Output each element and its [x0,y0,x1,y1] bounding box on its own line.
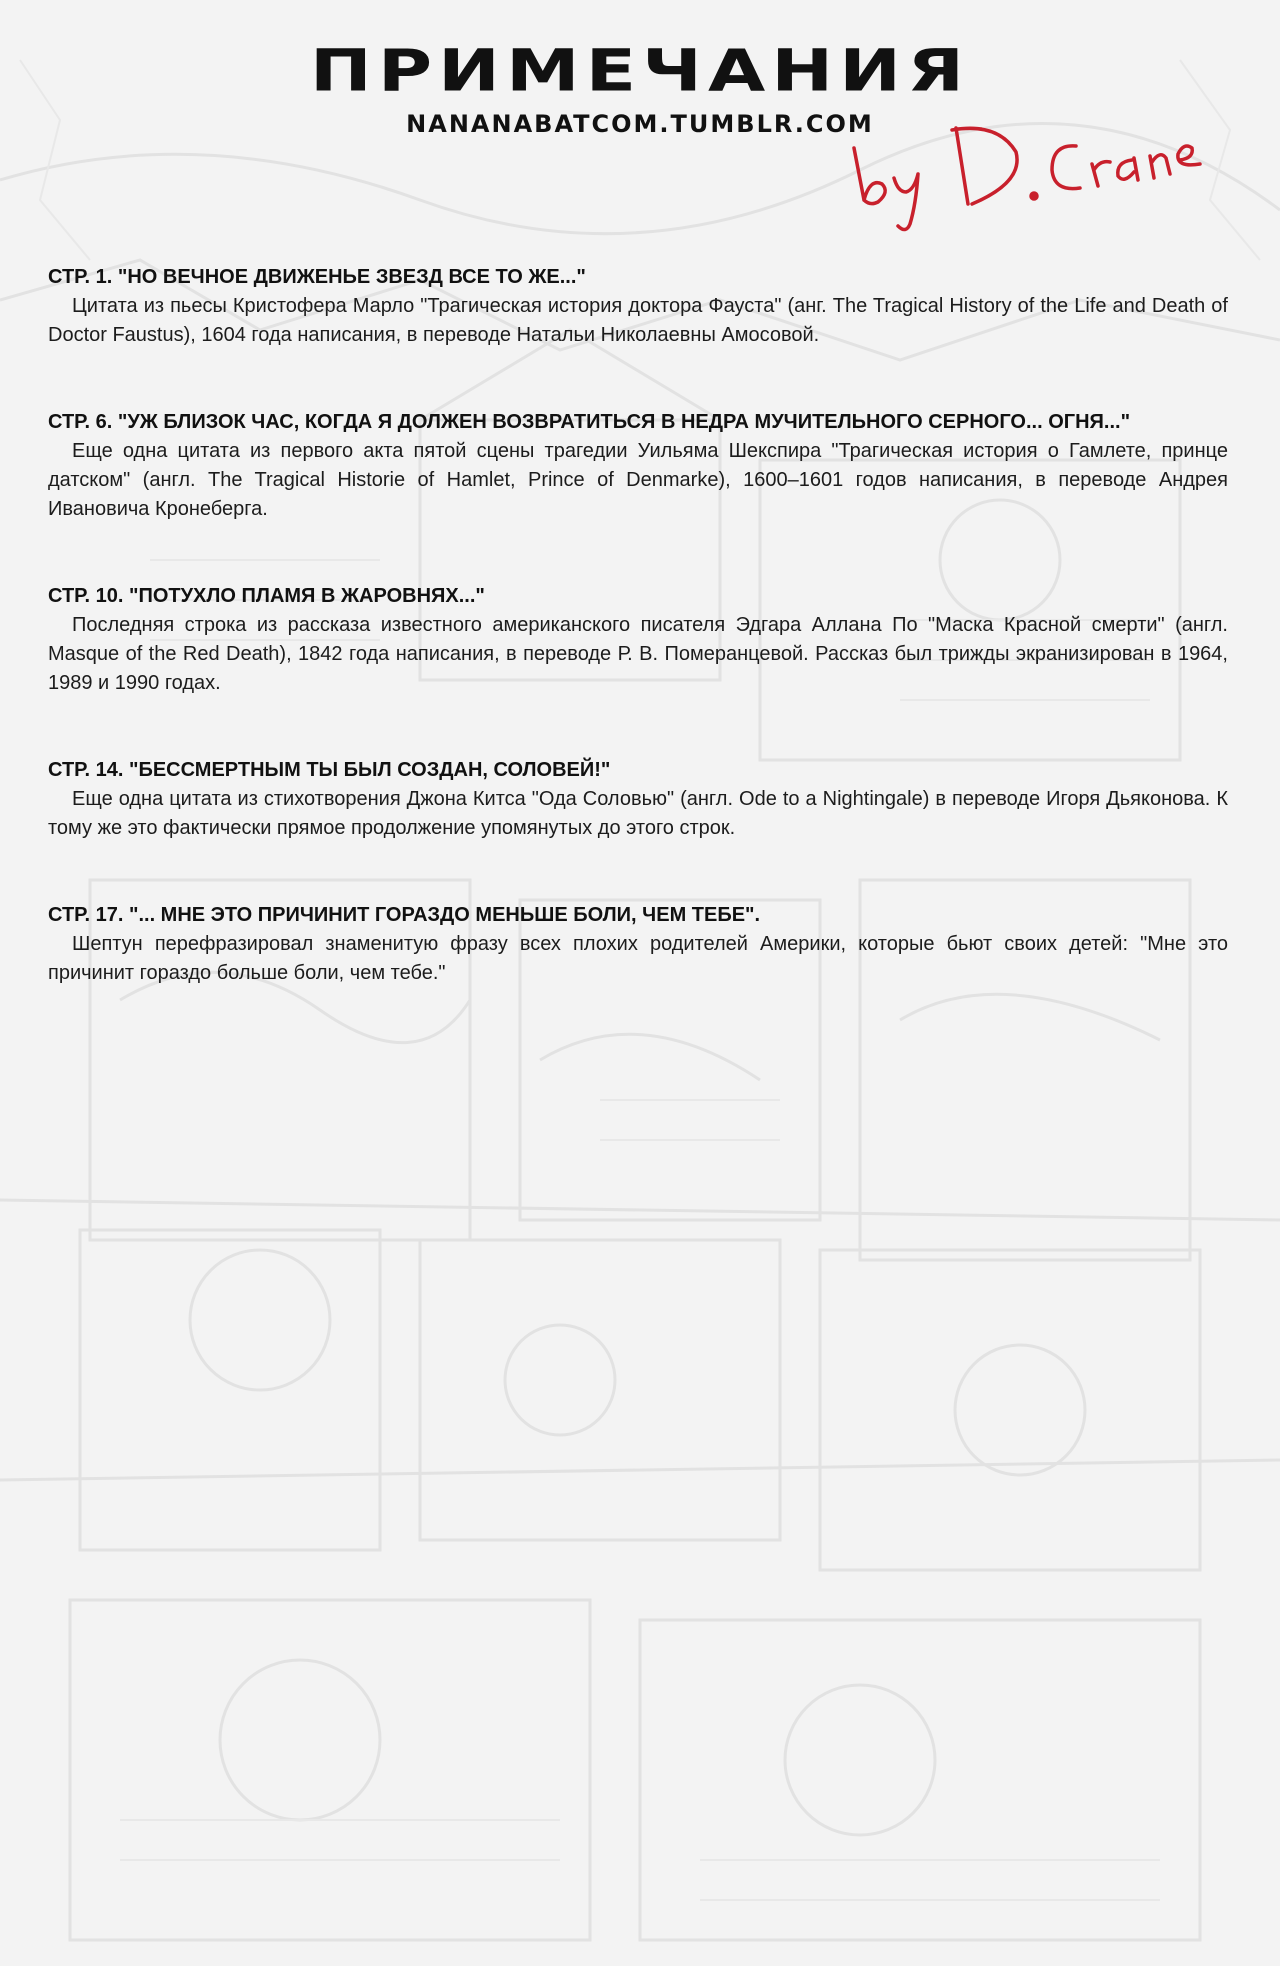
note-body: Еще одна цитата из первого акта пятой сцены трагедии Уильяма Шекспира "Трагическая история о Гамлете, принце датском" (англ. The Tragical Historie of Hamlet, Prince of Denmarke), 1600–1601 годов написания, в переводе Андрея Ивановича Кронеберга. [48,440,1228,520]
note-heading: СТР. 17. "... МНЕ ЭТО ПРИЧИНИТ ГОРАЗДО МЕНЬШЕ БОЛИ, ЧЕМ ТЕБЕ". [48,904,761,926]
site-url: NANANABATCOM.TUMBLR.COM [406,110,874,138]
note-body: Шептун перефразировал знаменитую фразу всех плохих родителей Америки, которые бьют своих детей: "Мне это причинит гораздо больше боли, чем тебе." [48,933,1228,984]
note-body: Последняя строка из рассказа известного американского писателя Эдгара Аллана По "Маска Красной смерти" (англ. Masque of the Red Death), 1842 года написания, в переводе Р. В. Померанцевой. Рассказ был трижды экранизирован в 1964, 1989 и 1990 годах. [48,614,1228,694]
note-page-6 [48,407,1228,524]
note-page-17 [48,900,1228,988]
page-title: ПРИМЕЧАНИЯ [309,37,971,105]
note-body: Еще одна цитата из стихотворения Джона Китса "Ода Соловью" (англ. Ode to a Nightingale) в переводе Игоря Дьяконова. К тому же это фактически прямое продолжение упомянутых до этого строк. [48,788,1228,839]
note-page-10 [48,581,1228,698]
notes-list [48,262,1228,1045]
note-heading: СТР. 14. "БЕССМЕРТНЫМ ТЫ БЫЛ СОЗДАН, СОЛОВЕЙ!" [48,759,611,781]
note-heading: СТР. 10. "ПОТУХЛО ПЛАМЯ В ЖАРОВНЯХ..." [48,585,485,607]
note-page-1 [48,262,1228,350]
note-heading: СТР. 6. "УЖ БЛИЗОК ЧАС, КОГДА Я ДОЛЖЕН ВОЗВРАТИТЬСЯ В НЕДРА МУЧИТЕЛЬНОГО СЕРНОГО... ОГНЯ..." [48,411,1131,433]
note-page-14 [48,755,1228,843]
note-body: Цитата из пьесы Кристофера Марло "Трагическая история доктора Фауста" (анг. The Tragical History of the Life and Death of Doctor Faustus), 1604 года написания, в переводе Натальи Николаевны Амосовой. [48,295,1228,346]
note-heading: СТР. 1. "НО ВЕЧНОЕ ДВИЖЕНЬЕ ЗВЕЗД ВСЕ ТО ЖЕ..." [48,266,586,288]
signature-by-d-crane [848,108,1208,238]
